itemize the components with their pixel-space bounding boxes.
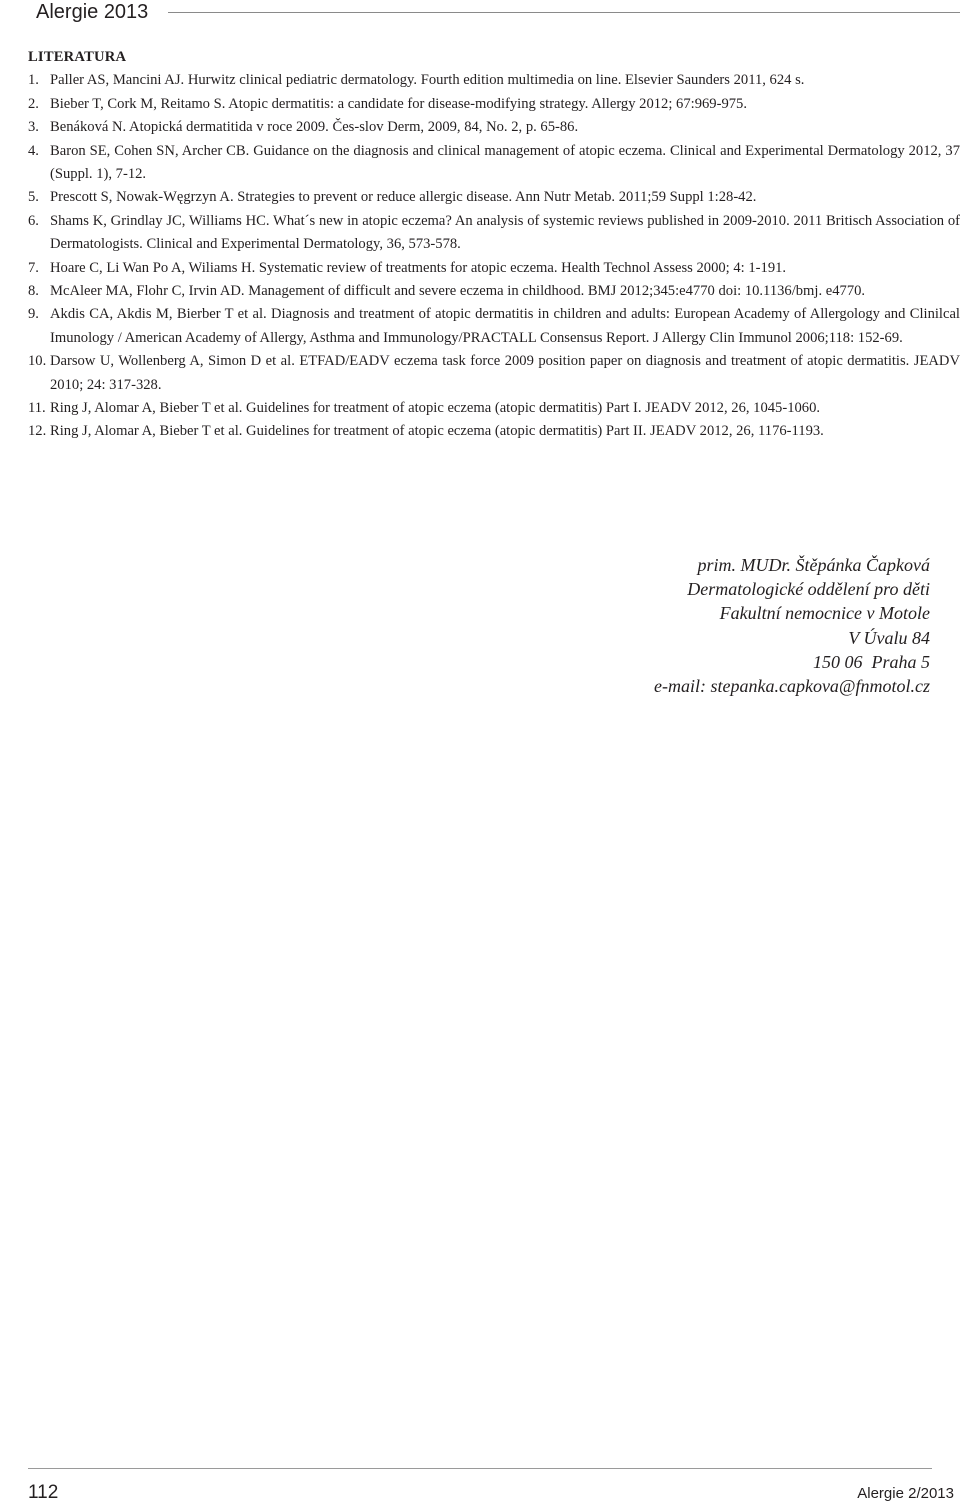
reference-item (28, 280, 960, 303)
reference-item (28, 116, 960, 139)
reference-text: Baron SE, Cohen SN, Archer CB. Guidance on the diagnosis and clinical management of atopic eczema. Clinical and Experimental Dermatology 2012, 37 (Suppl. 1), 7-12. (50, 142, 960, 183)
author-hospital: Fakultní nemocnice v Motole (719, 603, 930, 624)
reference-text: Paller AS, Mancini AJ. Hurwitz clinical pediatric dermatology. Fourth edition multimedia on line. Elsevier Saunders 2011, 624 s. (50, 72, 805, 89)
reference-number: 10. (28, 353, 47, 370)
footer-journal-issue: Alergie 2/2013 (857, 1485, 954, 1502)
reference-text: McAleer MA, Flohr C, Irvin AD. Management of difficult and severe eczema in childhood. BMJ 2012;345:e4770 doi: 10.1136/bmj. e4770. (50, 283, 866, 300)
reference-text: Akdis CA, Akdis M, Bierber T et al. Diagnosis and treatment of atopic dermatitis in children and adults: European Academy of Allergology and Clinilcal Imunology / American Academy of Allergy, Asthma and Immunology/PRACTALL Consensus Report. J Allergy Clin Immunol 2006;118: 152-69. (50, 306, 960, 346)
page-number: 112 (28, 1482, 59, 1503)
author-email: e-mail: stepanka.capkova@fnmotol.cz (654, 676, 930, 697)
reference-item (28, 93, 960, 116)
running-header-title: Alergie 2013 (36, 1, 149, 23)
references-section (28, 46, 960, 444)
reference-number: 1. (28, 72, 39, 89)
reference-number: 9. (28, 306, 39, 323)
reference-number: 8. (28, 283, 39, 300)
reference-text: Bieber T, Cork M, Reitamo S. Atopic dermatitis: a candidate for disease-modifying strategy. Allergy 2012; 67:969-975. (50, 95, 747, 112)
reference-number: 7. (28, 259, 39, 276)
reference-number: 2. (28, 95, 39, 112)
reference-text: Benáková N. Atopická dermatitida v roce 2009. Čes-slov Derm, 2009, 84, No. 2, p. 65-86. (50, 119, 579, 136)
reference-item (28, 140, 960, 187)
author-name: prim. MUDr. Štěpánka Čapková (697, 555, 930, 575)
reference-item (28, 257, 960, 280)
reference-text: Prescott S, Nowak-Węgrzyn A. Strategies to prevent or reduce allergic disease. Ann Nutr Metab. 2011;59 Suppl 1:28-42. (50, 189, 757, 206)
reference-item (28, 397, 960, 420)
reference-list (28, 69, 960, 444)
reference-text: Ring J, Alomar A, Bieber T et al. Guidelines for treatment of atopic eczema (atopic dermatitis) Part I. JEADV 2012, 26, 1045-1060. (50, 400, 821, 417)
footer-rule (28, 1468, 932, 1469)
author-street: V Úvalu 84 (848, 627, 930, 648)
author-city: 150 06 Praha 5 (813, 651, 930, 672)
reference-number: 4. (28, 142, 39, 159)
section-title: LITERATURA (28, 49, 127, 65)
reference-number: 3. (28, 119, 39, 136)
author-contact (654, 553, 930, 698)
reference-number: 5. (28, 189, 39, 206)
reference-item (28, 69, 960, 92)
reference-item (28, 303, 960, 350)
reference-text: Shams K, Grindlay JC, Williams HC. What´s new in atopic eczema? An analysis of systemic reviews published in 2009-2010. 2011 Britisch Association of Dermatologists. Clinical and Experimental Dermatology, 36, 573-578. (50, 212, 960, 253)
reference-text: Hoare C, Li Wan Po A, Wiliams H. Systematic review of treatments for atopic eczema. Health Technol Assess 2000; 4: 1-191. (50, 259, 787, 276)
reference-text: Ring J, Alomar A, Bieber T et al. Guidelines for treatment of atopic eczema (atopic dermatitis) Part II. JEADV 2012, 26, 1176-1193. (50, 423, 824, 440)
header-rule (168, 12, 960, 13)
reference-item (28, 210, 960, 257)
reference-text: Darsow U, Wollenberg A, Simon D et al. ETFAD/EADV eczema task force 2009 position paper on diagnosis and treatment of atopic dermatitis. JEADV 2010; 24: 317-328. (50, 353, 960, 393)
reference-number: 12. (28, 423, 47, 440)
reference-number: 6. (28, 212, 39, 229)
author-department: Dermatologické oddělení pro děti (687, 579, 930, 600)
reference-item (28, 350, 960, 397)
reference-item (28, 186, 960, 209)
page-header (0, 0, 960, 30)
reference-item (28, 420, 960, 443)
reference-number: 11. (28, 400, 46, 417)
